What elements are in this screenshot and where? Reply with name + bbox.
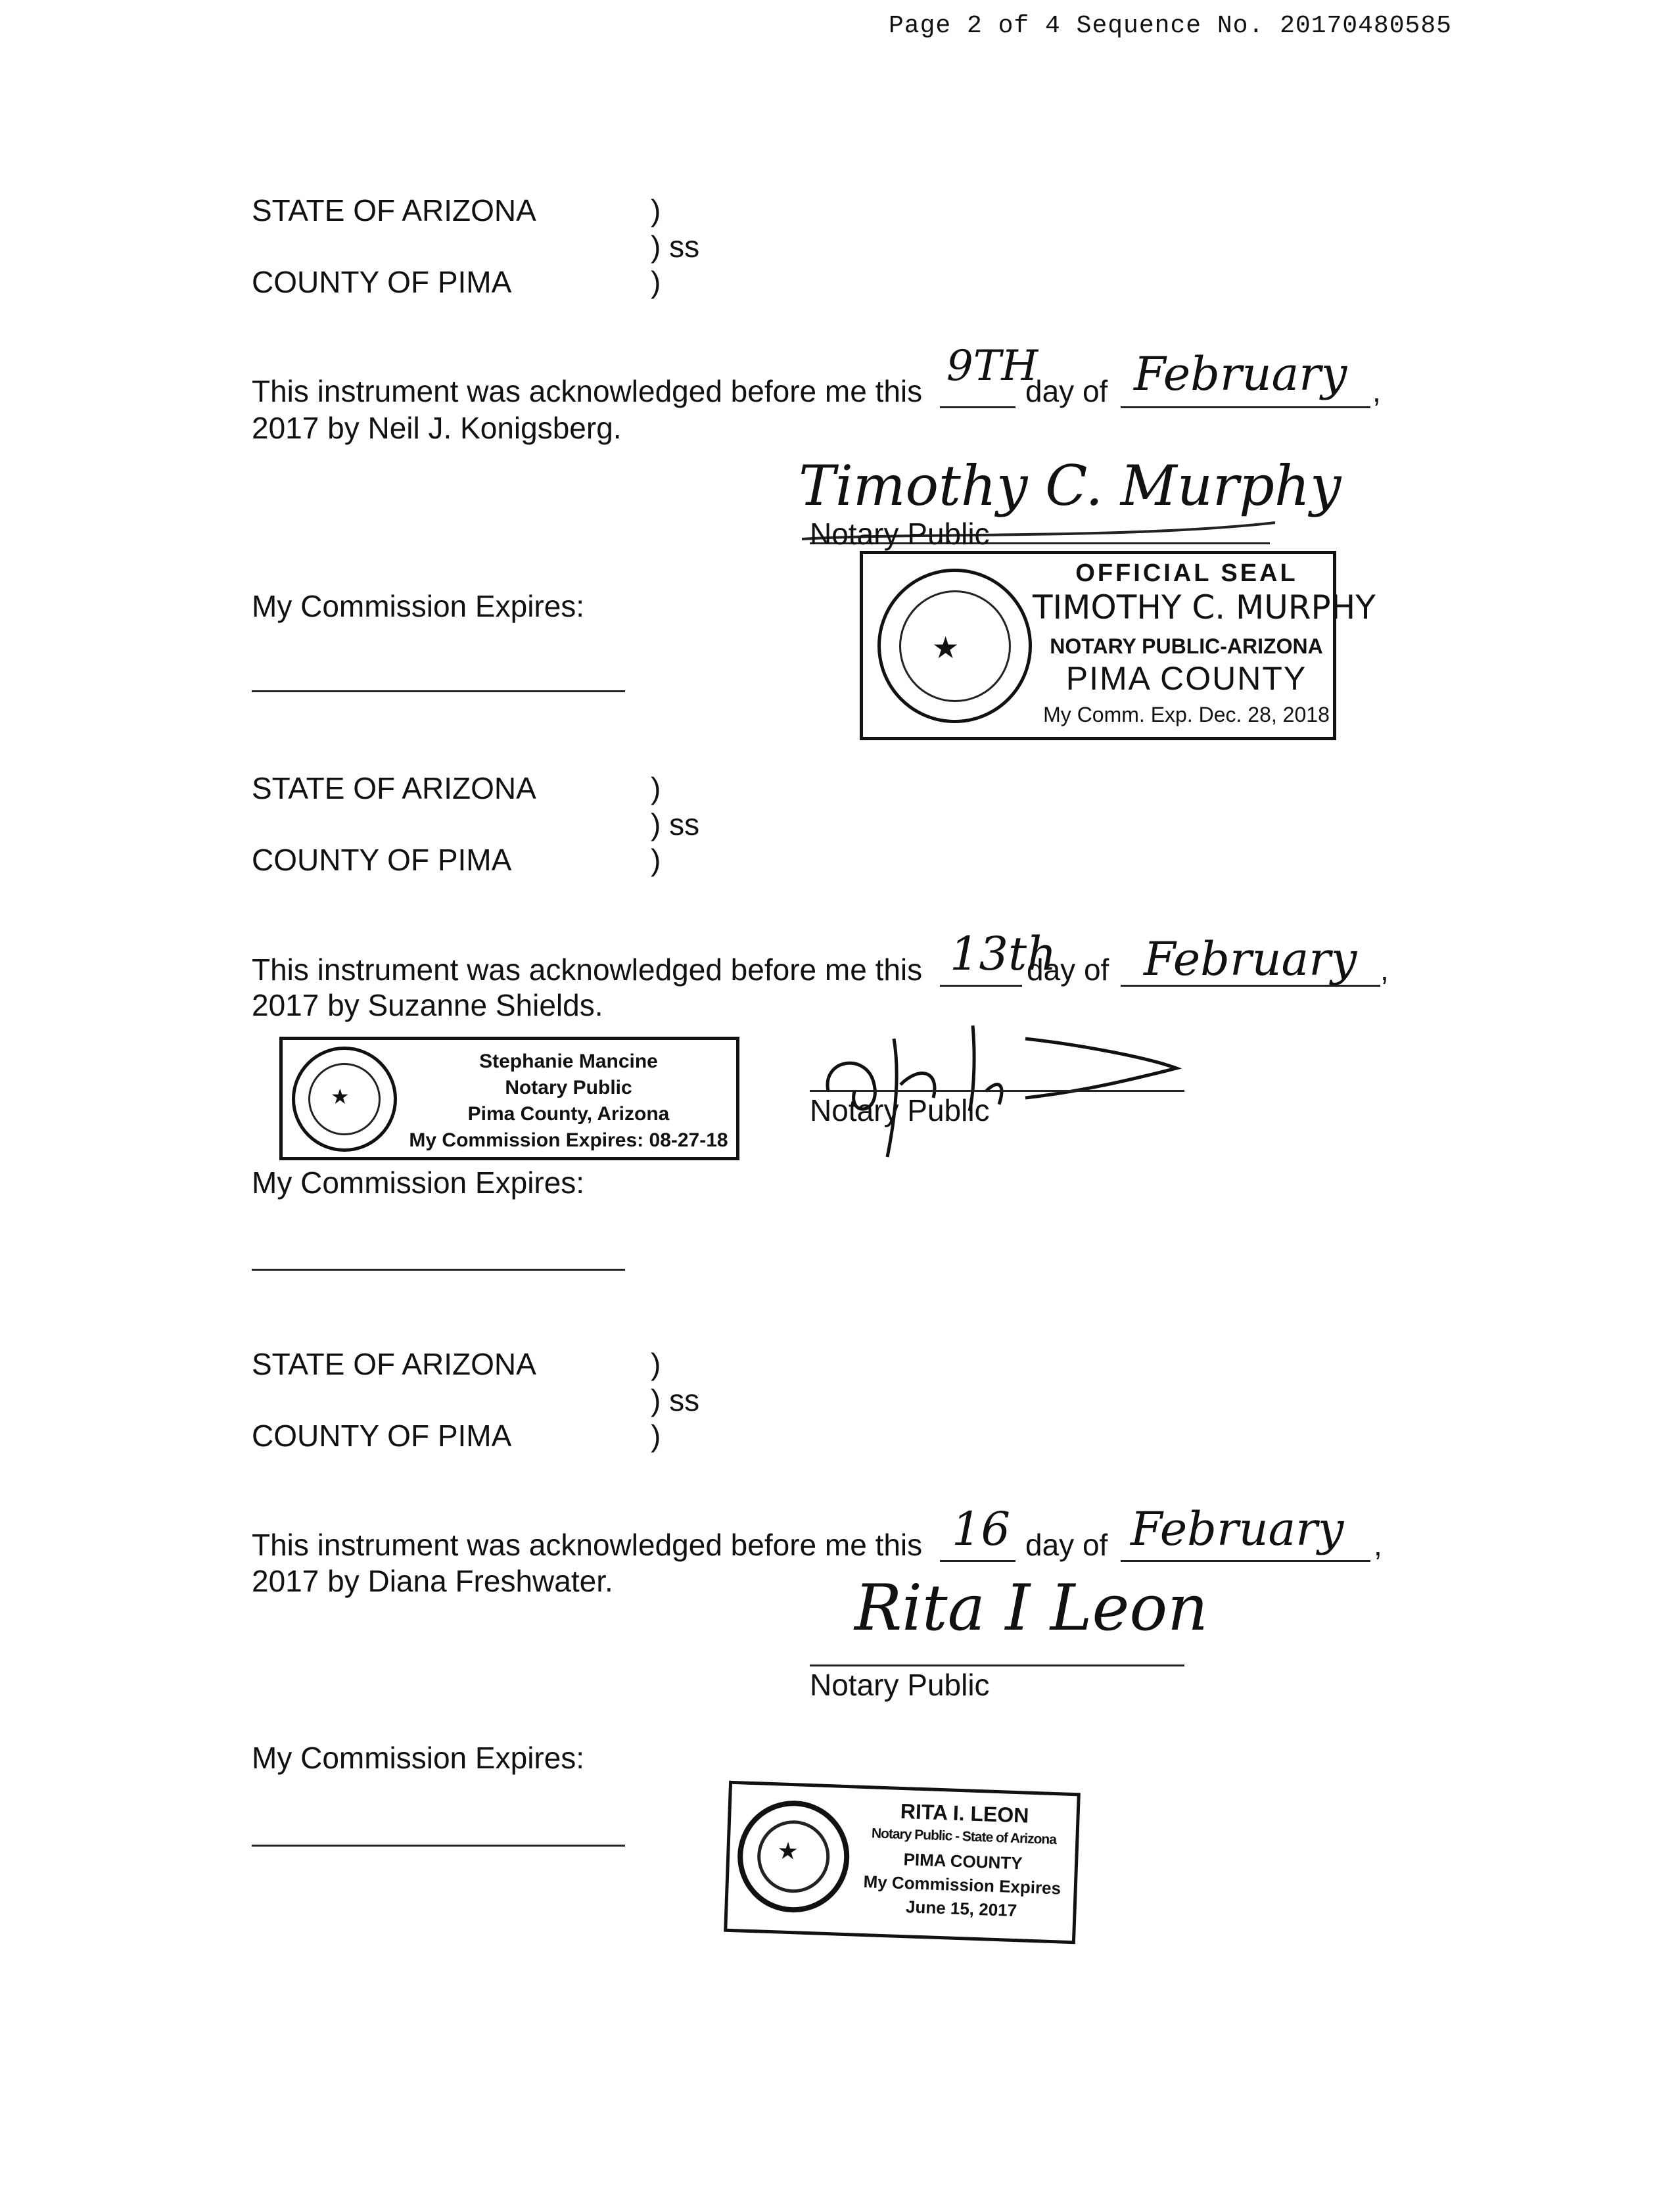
- paren-ss: ) ss: [651, 229, 700, 264]
- acknowledgment-line-2: 2017 by Suzanne Shields.: [252, 988, 603, 1022]
- state-label: STATE OF ARIZONA: [252, 771, 536, 805]
- day-underline: [940, 406, 1015, 408]
- paren-ss: ) ss: [651, 1383, 700, 1417]
- page-sequence-header: Page 2 of 4 Sequence No. 20170480585: [889, 12, 1452, 40]
- month-handwritten: February: [1144, 932, 1357, 986]
- day-underline: [940, 985, 1022, 987]
- state-seal-icon: ★: [292, 1047, 397, 1152]
- commission-date-line: [252, 690, 625, 692]
- notary-signature-scrawl: [808, 999, 1203, 1164]
- notary-stamp: [279, 1037, 739, 1160]
- commission-date-line: [252, 1269, 625, 1271]
- notary-signature: Rita I Leon: [854, 1571, 1208, 1645]
- day-underline: [940, 1560, 1015, 1562]
- paren-top: ): [651, 193, 661, 227]
- notary-stamp: [724, 1781, 1081, 1945]
- state-label: STATE OF ARIZONA: [252, 1347, 536, 1381]
- stamp-notary-name: TIMOTHY C. MURPHY: [1033, 588, 1376, 626]
- month-underline: [1121, 1560, 1370, 1562]
- county-label: COUNTY OF PIMA: [252, 1419, 512, 1453]
- month-handwritten: February: [1131, 1502, 1344, 1556]
- notary-public-label: Notary Public: [810, 1668, 990, 1702]
- trailing-comma: ,: [1374, 1528, 1382, 1562]
- paren-top: ): [651, 771, 661, 805]
- day-handwritten: 13th: [950, 927, 1057, 981]
- commission-expires-label: My Commission Expires:: [252, 1741, 585, 1775]
- stamp-notary-title: NOTARY PUBLIC-ARIZONA: [1050, 634, 1323, 658]
- commission-date-line: [252, 1845, 625, 1847]
- day-of-text: day of: [1025, 374, 1108, 408]
- stamp-county: Pima County, Arizona: [467, 1103, 670, 1125]
- day-of-text: day of: [1025, 1528, 1108, 1562]
- stamp-expiration: My Commission Expires: 08-27-18: [409, 1129, 728, 1151]
- stamp-notary-title: Notary Public: [505, 1077, 632, 1098]
- state-seal-icon: ★: [735, 1799, 851, 1914]
- stamp-county: PIMA COUNTY: [1065, 660, 1307, 697]
- day-handwritten: 16: [952, 1502, 1011, 1556]
- acknowledgment-text: This instrument was acknowledged before me this: [252, 374, 923, 408]
- acknowledgment-text: This instrument was acknowledged before me this: [252, 953, 923, 987]
- stamp-notary-name: RITA I. LEON: [900, 1799, 1030, 1828]
- paren-top: ): [651, 1347, 661, 1381]
- stamp-expiration-date: June 15, 2017: [905, 1897, 1017, 1921]
- stamp-expiration: My Comm. Exp. Dec. 28, 2018: [1043, 703, 1330, 726]
- day-handwritten: 9TH: [946, 342, 1038, 390]
- notary-signature: Timothy C. Murphy: [799, 454, 1342, 518]
- acknowledgment-line-2: 2017 by Diana Freshwater.: [252, 1564, 613, 1598]
- commission-expires-label: My Commission Expires:: [252, 1166, 585, 1200]
- signature-line: [810, 1090, 1184, 1092]
- stamp-notary-title: Notary Public - State of Arizona: [871, 1826, 1057, 1848]
- notary-public-label: Notary Public: [810, 1093, 990, 1127]
- state-label: STATE OF ARIZONA: [252, 193, 536, 227]
- commission-expires-label: My Commission Expires:: [252, 589, 585, 623]
- stamp-official-seal: OFFICIAL SEAL: [1075, 559, 1298, 587]
- stamp-county: PIMA COUNTY: [903, 1849, 1023, 1874]
- trailing-comma: ,: [1380, 953, 1389, 987]
- paren-bottom: ): [651, 265, 661, 299]
- official-notary-stamp: [860, 551, 1376, 740]
- county-label: COUNTY OF PIMA: [252, 265, 512, 299]
- paren-bottom: ): [651, 1419, 661, 1453]
- notary-public-label: Notary Public: [810, 517, 990, 551]
- stamp-notary-name: Stephanie Mancine: [479, 1050, 658, 1072]
- stamp-expiration-label: My Commission Expires: [863, 1871, 1062, 1899]
- month-handwritten: February: [1134, 347, 1347, 401]
- trailing-comma: ,: [1372, 374, 1381, 408]
- paren-bottom: ): [651, 843, 661, 877]
- county-label: COUNTY OF PIMA: [252, 843, 512, 877]
- acknowledgment-text: This instrument was acknowledged before me this: [252, 1528, 923, 1562]
- day-of-text: day of: [1027, 953, 1109, 987]
- signature-line: [810, 1664, 1184, 1666]
- month-underline: [1121, 406, 1370, 408]
- paren-ss: ) ss: [651, 807, 700, 841]
- state-seal-icon: ★: [877, 569, 1032, 723]
- acknowledgment-line-2: 2017 by Neil J. Konigsberg.: [252, 411, 622, 445]
